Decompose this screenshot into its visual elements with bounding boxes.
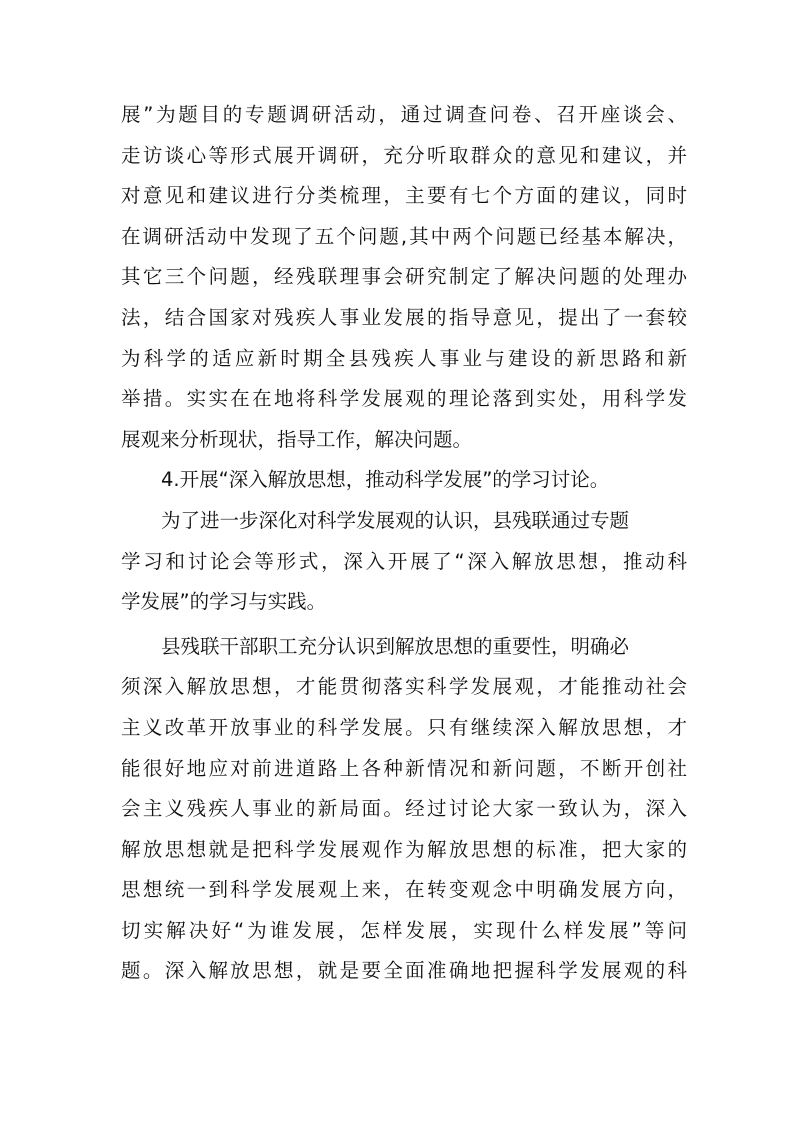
paragraph-line: 走访谈心等形式展开调研，充分听取群众的意见和建议，并 — [121, 143, 687, 167]
paragraph-last-line: 展观来分析现状，指导工作，解决问题。 — [121, 427, 473, 451]
paragraph-first-line: 县残联干部职工充分认识到解放思想的重要性，明确必 — [161, 634, 630, 658]
paragraph-line: 能很好地应对前进道路上各种新情况和新问题，不断开创社 — [121, 756, 687, 780]
paragraph-line: 会主义残疾人事业的新局面。经过讨论大家一致认为，深入 — [121, 797, 687, 821]
paragraph-last-line: 学发展”的学习与实践。 — [121, 590, 327, 614]
paragraph-line: 对意见和建议进行分类梳理，主要有七个方面的建议，同时 — [121, 184, 687, 208]
paragraph-line: 法，结合国家对残疾人事业发展的指导意见，提出了一套较 — [121, 305, 687, 329]
paragraph-line: 解放思想就是把科学发展观作为解放思想的标准，把大家的 — [121, 837, 687, 861]
paragraph-line: 为科学的适应新时期全县残疾人事业与建设的新思路和新 — [121, 346, 687, 370]
paragraph-line: 思想统一到科学发展观上来，在转变观念中明确发展方向， — [121, 878, 687, 902]
body-text — [121, 95, 687, 992]
paragraph-line: 须深入解放思想，才能贯彻落实科学发展观，才能推动社会 — [121, 675, 687, 699]
paragraph-first-line: 为了进一步深化对科学发展观的认识，县残联通过专题 — [161, 508, 630, 532]
paragraph-line: 其它三个问题，经残联理事会研究制定了解决问题的处理办 — [121, 265, 687, 289]
paragraph-line: 举措。实实在在地将科学发展观的理论落到实处，用科学发 — [121, 387, 687, 411]
paragraph-line: 切实解决好“为谁发展，怎样发展，实现什么样发展”等问 — [121, 918, 687, 942]
paragraph-line: 题。深入解放思想，就是要全面准确地把握科学发展观的科 — [121, 959, 687, 983]
paragraph-line: 主义改革开放事业的科学发展。只有继续深入解放思想，才 — [121, 715, 687, 739]
paragraph-line: 在调研活动中发现了五个问题,其中两个问题已经基本解决， — [121, 224, 687, 248]
section-heading: 4.开展“深入解放思想，推动科学发展”的学习讨论。 — [161, 468, 610, 492]
paragraph-line: 学习和讨论会等形式，深入开展了“深入解放思想，推动科 — [121, 549, 687, 573]
paragraph-line: 展”为题目的专题调研活动，通过调查问卷、召开座谈会、 — [121, 103, 687, 126]
